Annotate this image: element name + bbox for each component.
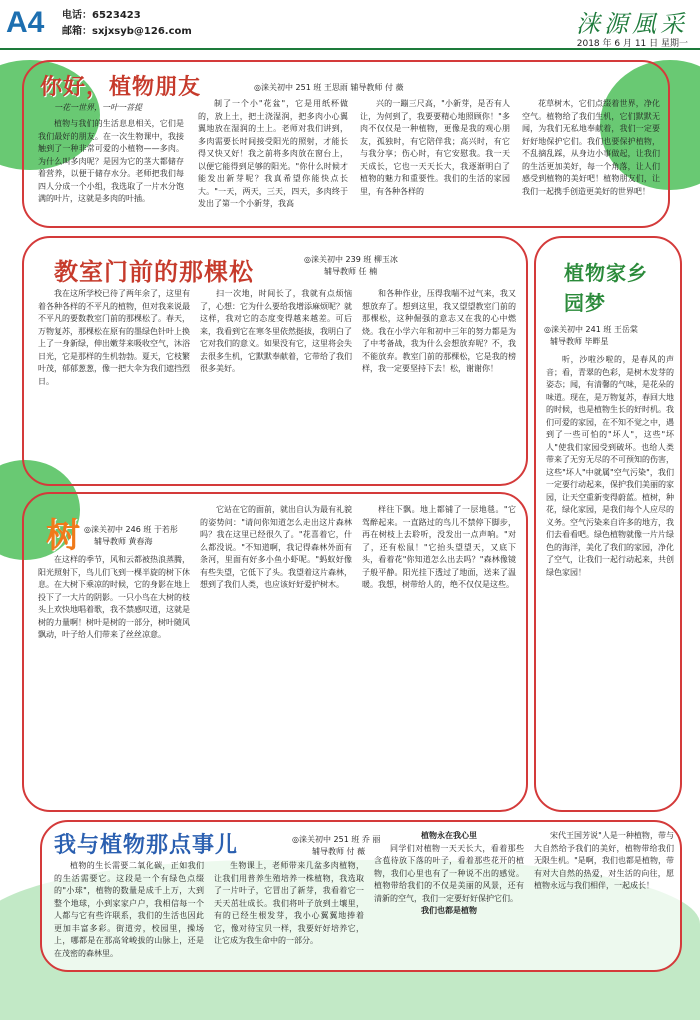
article-column: [38, 554, 190, 806]
paper-name: 涞源風采: [576, 10, 688, 38]
column-text: 兴的一蹦三尺高，"小新芽，是否有人让，为何到了，我要要精心地照顾你！"多肉不仅仅是一种植物，更像是我的观心朋友，孤独时，有它陪伴我；高兴时，有它与我分享；伤心时，有它安慰我。我一天天成长，它也一天天长大，我逐渐明白了植物的魅力和重要性。我们的生活的家园里，有各种各样的: [360, 99, 510, 196]
article-column: [54, 860, 204, 968]
column-text: 制了一个小"花盆"，它是用纸杯做的，放上土，把土浇湿润，把多肉小心翼翼地放在湿润的土上。老师对我们讲到，多肉需要长时间接受阳光的照射，才能长得又快又好！我之前将多肉放在窗台上，以便它能得到足够的阳光。"你什么时候才能发出新芽呢？我真希望你能快点长大。"一天，两天，三天，四天，多肉终于发出了第一个小新芽，我高: [198, 99, 348, 208]
article-panel-friend: [22, 60, 670, 228]
phone-number: 电话：6523423: [62, 10, 141, 21]
article-title: 我与植物那点事儿: [54, 833, 239, 858]
article-column: [362, 504, 516, 806]
section-subhead: 我们也都是植物: [421, 906, 477, 915]
column-text: 植物的生长需要二氧化碳，正如我们的生活需要它。这段是一个有绿色点缀的"小球"，植物的数量是成千上万，大到整个地球，小到家家户户，我相信每一个人都与它有些许联系，我们的生活也因此更加丰富多彩。街道旁，校园里，操场上，哪都是在那高耸峻拔的山脉上，还是在茂密的森林里。: [54, 861, 204, 958]
article-column: [534, 830, 674, 968]
article-title: 教室门前的那棵松: [54, 258, 254, 286]
column-text: 植物与我们的生活息息相关，它们是我们最好的朋友。在一次生物课中，我接触到了一种非常可爱的小植物——多肉。为什么叫多肉呢？是因为它的茎大都储存着营养，以便于储存水分。老师把我们每四人分成一个小组，我选取了一片水分饱满的叶片，这就是多肉的叶插。: [38, 119, 184, 203]
article-byline: 辅导教师 任 楠: [324, 267, 378, 276]
article-subtitle: 一花一世界，一叶一菩提: [54, 103, 142, 112]
article-column: [362, 288, 516, 482]
column-text: 听，沙啦沙啦的，是春风的声音；看，青翠的色彩，是树木发芽的姿态；闻，有清馨的气味，是花朵的味道。现在，是万物复苏，春回大地的时候，也是植物生长的好时机。我们可爱的家园，在不知不觉之中，遇到了一些可怕的"坏人"，这些"坏人"使我们家园受到破坏。也给人类带来了无穷无尽的不可预知的伤害，这些"坏人"中就属"空气污染"，我们一定要行动起来，保护我们美丽的家园，让天空重新变得蔚蓝。植树，种花，绿化家园，是我们每个人应尽的义务。空气污染来自许多的地方，我们去看看吧。绿色植物就像一片片绿色的海洋，美化了我们的家园，净化了空气，让我们一起行动起来，共创绿色家园！: [546, 355, 674, 577]
article-title: 树: [46, 516, 81, 556]
article-byline: ◎涞关初中 246 班 于若彤: [84, 525, 178, 534]
article-column: [200, 504, 352, 806]
article-panel-tree: [22, 492, 528, 812]
article-column: [200, 288, 352, 482]
article-byline: ◎涞关初中 239 班 柳玉冰: [304, 255, 398, 264]
contact-info: [62, 8, 192, 40]
article-column: [38, 288, 190, 482]
column-text: 在这样的季节，风和云都被热浪蒸腾，阳光照射下，鸟儿们飞到一棵半旋的树下休息。在大树下乘凉的时候，它的身影在地上投下了一大片的阴影。一只小鸟在大树的枝头上欢快地唱着歌，我不禁感叹道，这就是树的力量啊！树叶是树的一部分，树叶随风飘动，叶子给人们带来了丝丝凉意。: [38, 555, 190, 639]
column-text: 样往下飘。地上都铺了一层地毯。"它驾醉起来。一直路过的鸟儿不禁停下脚步，再在树枝上去聆听，没发出一点声响。"对了，还有松鼠！"它抬头望望天，又底下头，看着花"你知道怎么出去吗？"森林像镜子般平静。阳光挂下透过了地面，送来了温暖。我想，树带给人的，绝不仅仅是这些。: [362, 505, 516, 589]
column-text: 我在这所学校已待了两年余了，这里有着各种各样的不平凡的植物，但对我来说最不平凡的要数教室门前的那棵松了。春天，万物复苏，那棵松在原有的墨绿色针叶上换上了一身新绿，伸出嫩芽来吸收空气，沐浴日光，它是那样的生机勃勃。夏天，它枝繁叶茂，郁郁葱葱，像一把大伞为我们遮挡烈日。: [38, 289, 190, 386]
column-text: 和各种作业，压得我喘不过气来，我又想放弃了。想到这里，我又望望教室门前的那棵松，这种倔强的意志又在我的心中燃烧。我在小学六年和初中三年的努力都是为了中考备战，我为什么会想放弃呢？不，我不能放弃。教室门前的那棵松，它是我的榜样，我一定要坚持下去！松，谢谢你！: [362, 289, 516, 373]
article-title: 植物家乡园梦: [564, 261, 648, 315]
email-address: 邮箱：sxjxsyb@126.com: [62, 26, 192, 37]
article-column: [522, 98, 660, 226]
article-column: [374, 830, 524, 968]
article-byline: 辅导教师 黄春海: [94, 537, 153, 546]
article-column: [546, 354, 674, 804]
column-text: 宋代王国芳说"人是一种植物，带与大自然给予我们的美好，植物带给我们无限生机。"是啊，我们也都是植物，带有对大自然的热爱，对生活的向往，愿植物永远与我们相伴，一起成长！: [534, 831, 674, 890]
article-title: 你好，植物朋友: [40, 75, 202, 100]
article-byline: 辅导教师 付 薇: [312, 847, 366, 856]
article-column: [214, 860, 364, 968]
article-column: [38, 118, 184, 226]
article-column: [360, 98, 510, 226]
article-byline: ◎涞关初中 251 班 王思雨 辅导教师 付 薇: [254, 83, 404, 92]
article-panel-pine: [22, 236, 528, 486]
page-number: A4: [6, 6, 45, 39]
column-text: 同学们对植物一天天长大，看着那些含苞待放下落的叶子，看着那些花开的植物，我们心里也有了一种说不出的感觉。植物带给我们的不仅是美丽的风景，还有清新的空气，我们一定要好好保护它们。: [374, 843, 524, 903]
column-text: 花草树木，它们点缀着世界，净化空气。植物给了我们生机，它们默默无闻，为我们无私地奉献着，我们一定要好好地保护它们。我们也要保护植物，不乱摘乱踩，从身边小事做起，让我们的生活更加美好，每一个角落，让人们感受到植物的美好吧！植物朋友们，让我们一起携手创造更美好的世界吧！: [522, 99, 660, 196]
column-text: 它站在它的面前，就出自认为最有礼貌的姿势问："请问你知道怎么走出这片森林吗？我在这里已经很久了。"花喜着它，什么都没说。"不知道啊，我记得森林外面有条河，里面有好多小鱼小虾呢。"蚂蚁好像有些失望，它低下了头。我望着这片森林，想到了我们人类，也应该好好爱护树木。: [200, 505, 352, 589]
column-text: 扫一次地，时间长了，我就有点烦恼了，心想：它为什么要给我增添麻烦呢？就这样，我对它的态度变得越来越差。可后来，我看到它在寒冬里依然挺拔，我明白了它对我们的意义。如果没有它，这里将会失去很多生机，它默默奉献着，它带给了我们很多美好。: [200, 289, 352, 373]
article-byline: ◎涞关初中 251 班 乔 丽: [292, 835, 381, 844]
article-byline: 辅导教师 毕畔星: [550, 337, 609, 346]
article-byline: ◎涞关初中 241 班 王岳棠: [544, 325, 638, 334]
article-panel-homeland: [534, 236, 682, 812]
masthead: [0, 0, 700, 50]
article-panel-plants: [40, 820, 682, 972]
column-text: 生物课上，老师带来几盆多肉植物，让我们用普养生殖培养一株植物，我选取了一片叶子，它冒出了新芽，我看着它一天天茁壮成长。我们将叶子放到土壤里，有的已经生根发芽，我小心翼翼地捧着它，像对待宝贝一样，我要好好培养它，让它成为我生命中的一部分。: [214, 861, 364, 945]
section-subhead: 植物永在我心里: [421, 831, 477, 840]
issue-date: 2018 年 6 月 11 日 星期一: [576, 39, 688, 49]
article-column: [198, 98, 348, 226]
